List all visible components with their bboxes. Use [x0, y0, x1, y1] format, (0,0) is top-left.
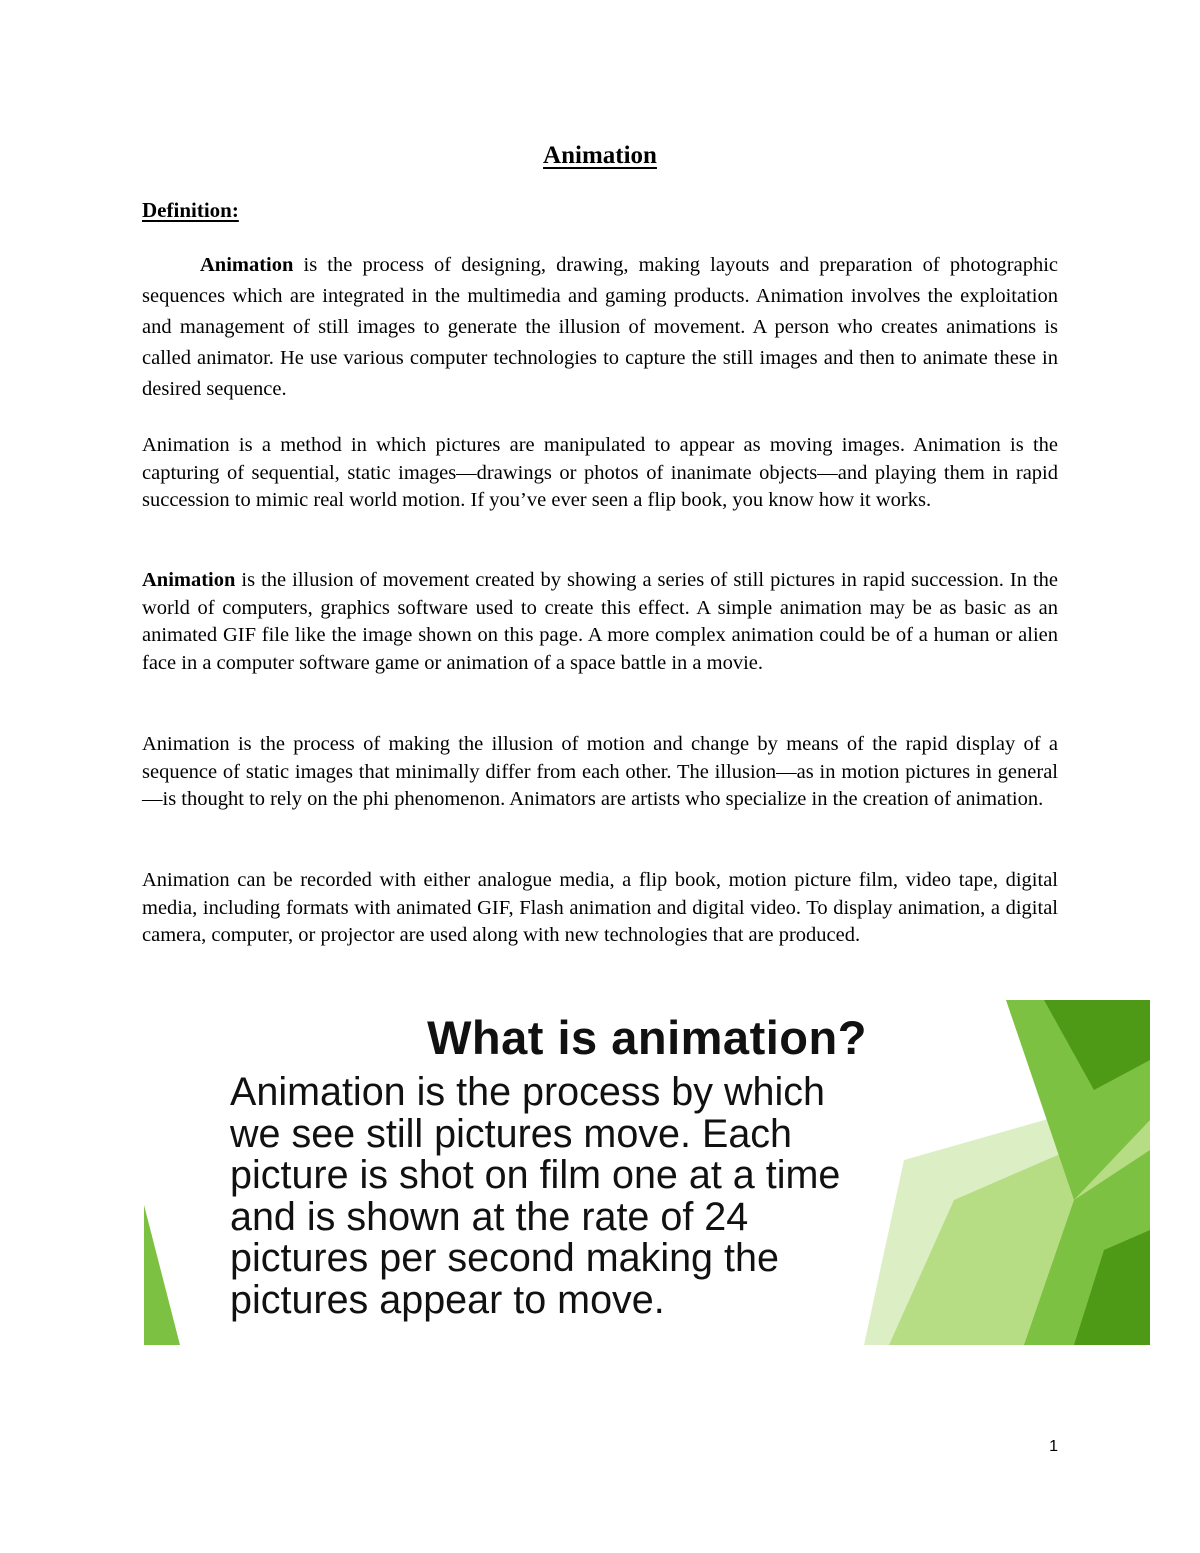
paragraph-4 [142, 731, 1058, 814]
slide-line: we see still pictures move. Each [230, 1111, 793, 1156]
paragraph-5 [142, 867, 1058, 950]
slide-line: Animation is the process by which [230, 1070, 825, 1114]
slide-line: pictures appear to move. [230, 1277, 665, 1322]
slide-title: What is animation? [427, 1011, 867, 1064]
slide-line: pictures per second making the [230, 1236, 779, 1280]
document-title: Animation [543, 142, 657, 169]
slide-line: picture is shot on film one at a time [230, 1153, 841, 1197]
paragraph-1-text: is the process of designing, drawing, making layouts and preparation of photographic sequences which are integrated in the multimedia and gaming products. Animation involves the exploitation and management of still images to generate the illusion of movement. A person who creates animations is called animator. He use various computer technologies to capture the still images and then to animate these in desired sequence. [142, 254, 1058, 400]
paragraph-1-lead: Animation [200, 254, 294, 276]
paragraph-4-text: Animation is the process of making the illusion of motion and change by means of the rapid display of a sequence of static images that minimally differ from each other. The illusion—as in motion pictures in general—is thought to rely on the phi phenomenon. Animators are artists who specialize in the creation of animation. [142, 733, 1058, 810]
paragraph-3-lead: Animation [142, 569, 236, 591]
page-number: 1 [1049, 1438, 1058, 1455]
slide-body [230, 1072, 1130, 1321]
definition-heading: Definition: [142, 198, 239, 222]
animation-slide-image [144, 1000, 1150, 1345]
paragraph-2 [142, 432, 1058, 515]
paragraph-5-text: Animation can be recorded with either analogue media, a flip book, motion picture film, video tape, digital media, including formats with animated GIF, Flash animation and digital video. To display animation, a digital camera, computer, or projector are used along with new technologies that are produced. [142, 869, 1058, 946]
slide-text [144, 1000, 1150, 1345]
slide-line: and is shown at the rate of 24 [230, 1194, 749, 1239]
paragraph-1 [142, 250, 1058, 405]
paragraph-3 [142, 567, 1058, 677]
paragraph-3-text: is the illusion of movement created by showing a series of still pictures in rapid succession. In the world of computers, graphics software used to create this effect. A simple animation may be as basic as an animated GIF file like the image shown on this page. A more complex animation could be of a human or alien face in a computer software game or animation of a space battle in a movie. [142, 569, 1058, 674]
paragraph-2-text: Animation is a method in which pictures are manipulated to appear as moving images. Animation is the capturing of sequential, static images—drawings or photos of inanimate objects—and playing them in rapid succession to mimic real world motion. If you’ve ever seen a flip book, you know how it works. [142, 434, 1058, 511]
